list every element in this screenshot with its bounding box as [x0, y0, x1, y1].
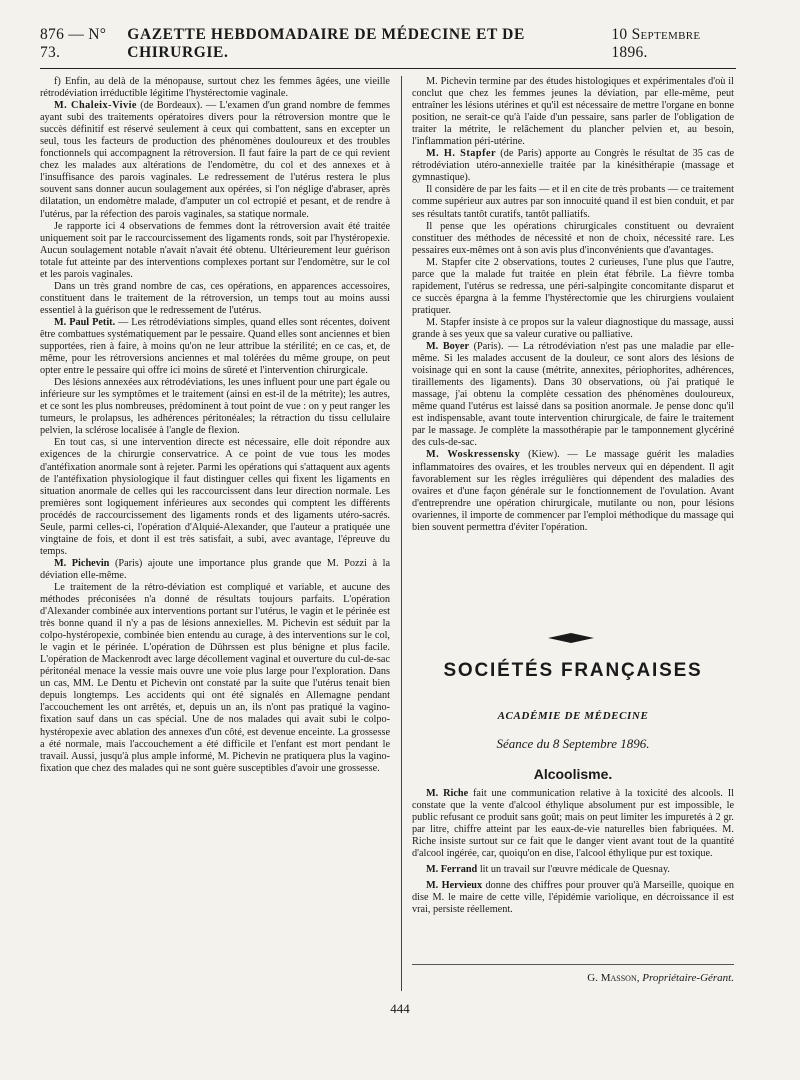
journal-title: GAZETTE HEBDOMADAIRE DE MÉDECINE ET DE CHIRURGIE.	[127, 26, 525, 61]
right-column	[412, 76, 734, 534]
author-name: M. Ferrand	[426, 864, 478, 876]
publisher-role: Propriétaire-Gérant.	[639, 972, 734, 984]
paragraph	[40, 317, 390, 377]
author-name: M. Boyer	[426, 341, 470, 353]
paragraph-text: donne des chiffres pour prouver qu'à Marseille, quoique en dise M. le maire de cette ville, l'épidémie variolique, en décroissance il est vrai, persiste réellement.	[412, 880, 734, 916]
publisher-line	[412, 972, 734, 984]
paragraph: M. Stapfer cite 2 observations, toutes 2 curieuses, l'une plus que l'autre, parce que la malade fut traitée en plein état fébrile. La fièvre tomba rapidement, l'utérus se redressa, une péri-salpingite concomitante disparut et ce succès épargna à la femme l'hystérectomie que les chirurgiens voulaient pratiquer.	[412, 256, 734, 316]
author-name: M. Paul Petit.	[54, 316, 116, 328]
paragraph	[40, 558, 390, 582]
paragraph	[412, 341, 734, 449]
paragraph: Il considère de par les faits — et il en cite de très probants — ce traitement comme supérieur aux autres par son innocuité quand il est bien conduit, et par ses résultats tantôt curatifs, tantôt palliatifs.	[412, 184, 734, 220]
session-date: Séance du 8 Septembre 1896.	[496, 736, 650, 751]
footer-rule	[412, 964, 734, 965]
paragraph-text: lit un travail sur l'œuvre médicale de Quesnay.	[477, 864, 670, 876]
page-header	[40, 26, 736, 62]
author-name: M. Hervieux	[426, 880, 483, 892]
column-divider	[401, 76, 402, 991]
society-name: ACADÉMIE DE MÉDECINE	[497, 710, 649, 722]
paragraph: Le traitement de la rétro-déviation est compliqué et variable, et aucune des méthodes préconisées n'a donné de résultats toujours parfaits. L'opération d'Alexander combinée aux interventions portant sur l'utérus, le vagin et le périnée est très bonne quand il n'y a pas de lésions annexielles. M. Pichevin est séduit par la colpo-hystéropexie, combinée bien entendu au curage, à des interventions sur le col, le vagin et le périnée. L'opération de Dührssen est plus bénigne et plus facile. L'opération de Mackenrodt avec large décollement vaginal et ouverture du cul-de-sac péritonéal menace la vessie mais ouvre une voie plus large pour l'exploration. Dans un cas, MM. Le Dentu et Pichevin ont constaté par la suite que l'utérus tenait bien depuis longtemps. Les accidents qui ont été signalés en Allemagne pendant l'accouchement les ont arrêtés, et, depuis un an, ils n'ont pas pratiqué la vagino-fixation sauf dans un cas spécial. Une de nos malades qui avait subi le colpo-hystéropexie avec ablation des annexes d'un côté, est devenue enceinte. La grossesse a été normale, mais l'accouchement a été difficile et l'enfant est mort pendant le travail. Aussi, jusqu'à plus ample informé, M. Pichevin ne pratiquera plus la vagino-fixation que chez des malades qui ne sont guère susceptibles d'avoir une grossesse.	[40, 581, 391, 774]
issue-date: 10 Septembre 1896.	[611, 26, 701, 61]
folio-number: 444	[390, 1001, 410, 1016]
paragraph: Il pense que les opérations chirurgicales constituent ou devraient constituer des méthodes de nécessité et non de choix, nécessité rare. Les pessaires eux-mêmes ont à son avis plus d'inconvénients que d'avantages.	[412, 220, 734, 256]
section-heading: SOCIÉTÉS FRANÇAISES	[443, 660, 703, 681]
paragraph: En tout cas, si une intervention directe est nécessaire, elle doit répondre aux exigences de la chirurgie conservatrice. A ce point de vue tous les modes d'antéfixation anormale sont à rejeter. Parmi les opérations qui s'attaquent aux agents de l'antéfixation physiologique il faut distinguer celles qui fixent les ligaments en situation anormale de celles qui les raccourcissent dans leur direction normale. Les premières sont logiquement inférieures aux secondes qui comptent les différents procédés de raccourcissement des ligaments ronds et des ligaments utéro-sacrés. Seule, parmi celles-ci, l'opération d'Alquié-Alexander, que l'auteur a pratiquée une vingtaine de fois, et dont il est très satisfait, a subi, avec avantage, l'épreuve du temps.	[40, 437, 390, 557]
left-column	[40, 76, 390, 775]
paragraph: Des lésions annexées aux rétrodéviations, les unes influent pour une part égale ou inférieure sur les symptômes et le traitement (ainsi en est-il de la métrite); les autres, et ce sont les plus nombreuses, prédominent à tout point de vue : on y peut ranger les tumeurs, le prolapsus, les adhérences péritonéales; la rétraction du tissu cellulaire pelvien, la sclérose localisée à l'angle de flexion.	[40, 377, 390, 437]
publisher-name: G. Masson,	[587, 972, 640, 984]
paragraph: M. Pichevin termine par des études histologiques et expérimentales d'où il conclut que chez les femmes jeunes la déviation, par elle-même, peut entraîner les lésions utérines et qu'il est nécessaire de mettre l'organe en bonne position, ne serait-ce qu'à l'aide d'un pessaire, sans parler de l'obligation de traiter la métrite, le relâchement du plancher pelvien et, au besoin, l'inflammation péri-utérine.	[412, 76, 734, 148]
page-number: 876 — N° 73.	[40, 26, 107, 61]
author-name: M. H. Stapfer	[426, 148, 497, 160]
paragraph	[412, 864, 734, 876]
paragraph-text: (de Bordeaux). — L'examen d'un grand nombre de femmes ayant subi des traitements opératoires divers pour la rétroversion montre que le succès définitif est réservé seulement à ceux qui combattent, sans en excepter un seul, tous les facteurs de production des phénomènes douloureux et des troubles fonctionnels qui accompagnent la rétroversion. Il faut faire la part de ce qui revient chez les malades aux altérations de l'endomètre, du col et des annexes et à l'insuffisance des parois vaginales. Le redressement de l'utérus restera le plus souvent sans donner aucun soulagement aux opérées, si l'on néglige d'abraser, après dilatation, un endomètre malade, d'amputer un col ectropié et pesant, et de rendre à l'utérus, par la réfection des parois vaginales, sa statique normale.	[40, 100, 390, 220]
paragraph: M. Stapfer insiste à ce propos sur la valeur diagnostique du massage, aussi grande à ses yeux que sa valeur curative ou palliative.	[412, 316, 734, 340]
paragraph-text: (Paris). — La rétrodéviation n'est pas une maladie par elle-même. Si les malades accusent de la douleur, ce sont alors des lésions de voisinage qui en sont la cause (métrite, annexites, périophorites, adhérences, tiraillements des ligaments). Dans 30 observations, où j'ai pratiqué le massage, j'ai obtenu la complète cessation des phénomènes douloureux, même quand l'utérus est laissé dans sa position anormale. Je pense donc qu'il est indispensable, avant toute intervention chirurgicale, de faire le traitement par le massage. Je complète la massothérapie par le tamponnement glycériné des culs-de-sac.	[412, 341, 734, 449]
paragraph	[40, 100, 390, 220]
header-rule	[40, 68, 736, 69]
topic-heading: Alcoolisme.	[533, 766, 613, 782]
paragraph	[412, 449, 734, 533]
paragraph: Dans un très grand nombre de cas, ces opérations, en apparences accessoires, constituent dans le traitement de la rétroversion, un temps tout au moins aussi essentiel à la guérison que le redressement de l'utérus.	[40, 280, 390, 316]
paragraph: f) Enfin, au delà de la ménopause, surtout chez les femmes âgées, une vieille rétrodéviation irréductible légitime l'hystérectomie vaginale.	[40, 76, 390, 100]
author-name: M. Pichevin	[54, 557, 110, 569]
paragraph: Je rapporte ici 4 observations de femmes dont la rétroversion avait été traitée uniquement soit par le raccourcissement des ligaments ronds, soit par l'hystéropexie. Aucun soulagement notable n'avait n'avait été obtenu. Ultérieurement leur guérison totale fut atteinte par des interventions complexes portant sur l'endomètre, sur le col et les parois vaginales.	[40, 220, 390, 280]
author-name: M. Chaleix-Vivie	[54, 100, 137, 112]
paragraph-text: (Paris) ajoute une importance plus grande que M. Pozzi à la déviation elle-même.	[40, 557, 390, 581]
paragraph	[412, 148, 734, 184]
society-report	[412, 788, 734, 916]
paragraph	[412, 880, 734, 916]
author-name: M. Woskressensky	[426, 449, 521, 461]
paragraph-text: (Kiew). — Le massage guérit les maladies inflammatoires des ovaires, et les troubles nerveux qui en dépendent. Il agit favorablement sur les règles irrégulières qui dépendent des maladies des ovaires et d'une façon générale sur le fonctionnement de l'ovulation. Avant d'entreprendre une opération chirurgicale, mutilante ou non, pour lésions ovariennes, il importe de commencer par l'emploi méthodique du massage qui bien souvent permettra d'éviter l'opération.	[412, 449, 734, 533]
paragraph-text: — Les rétrodéviations simples, quand elles sont récentes, doivent être combattues systématiquement par le pessaire. Quand elles sont anciennes et bien supportées, rien à faire, à moins qu'on ne leur attribue la stérilité; en ce cas, et, de même, pour les rétroversions anciennes et mal tolérées du même groupe, on peut opter entre le pessaire qui offre ici moins de sûreté et l'intervention chirurgicale.	[40, 316, 390, 377]
ornament-dash-icon	[548, 632, 594, 644]
author-name: M. Riche	[426, 788, 469, 799]
paragraph-text: (de Paris) apporte au Congrès le résultat de 35 cas de rétrodéviation utéro-annexielle traitée par la kinésithérapie (massage et gymnastique).	[412, 148, 734, 184]
paragraph	[412, 788, 734, 860]
paragraph-text: fait une communication relative à la toxicité des alcools. Il constate que la vente d'alcool éthylique absolument pur est impossible, le public refusant ce produit sans goût; mais on peut limiter les impuretés à 2 gr. par litre, chiffre atteint par les eaux-de-vie naturelles bien fabriquées. M. Riche insiste surtout sur ce fait que le danger vient avant tout de la quantité d'alcool ingérée, car, quoiqu'on en dise, l'alcool éthylique pur est toxique.	[412, 788, 734, 860]
